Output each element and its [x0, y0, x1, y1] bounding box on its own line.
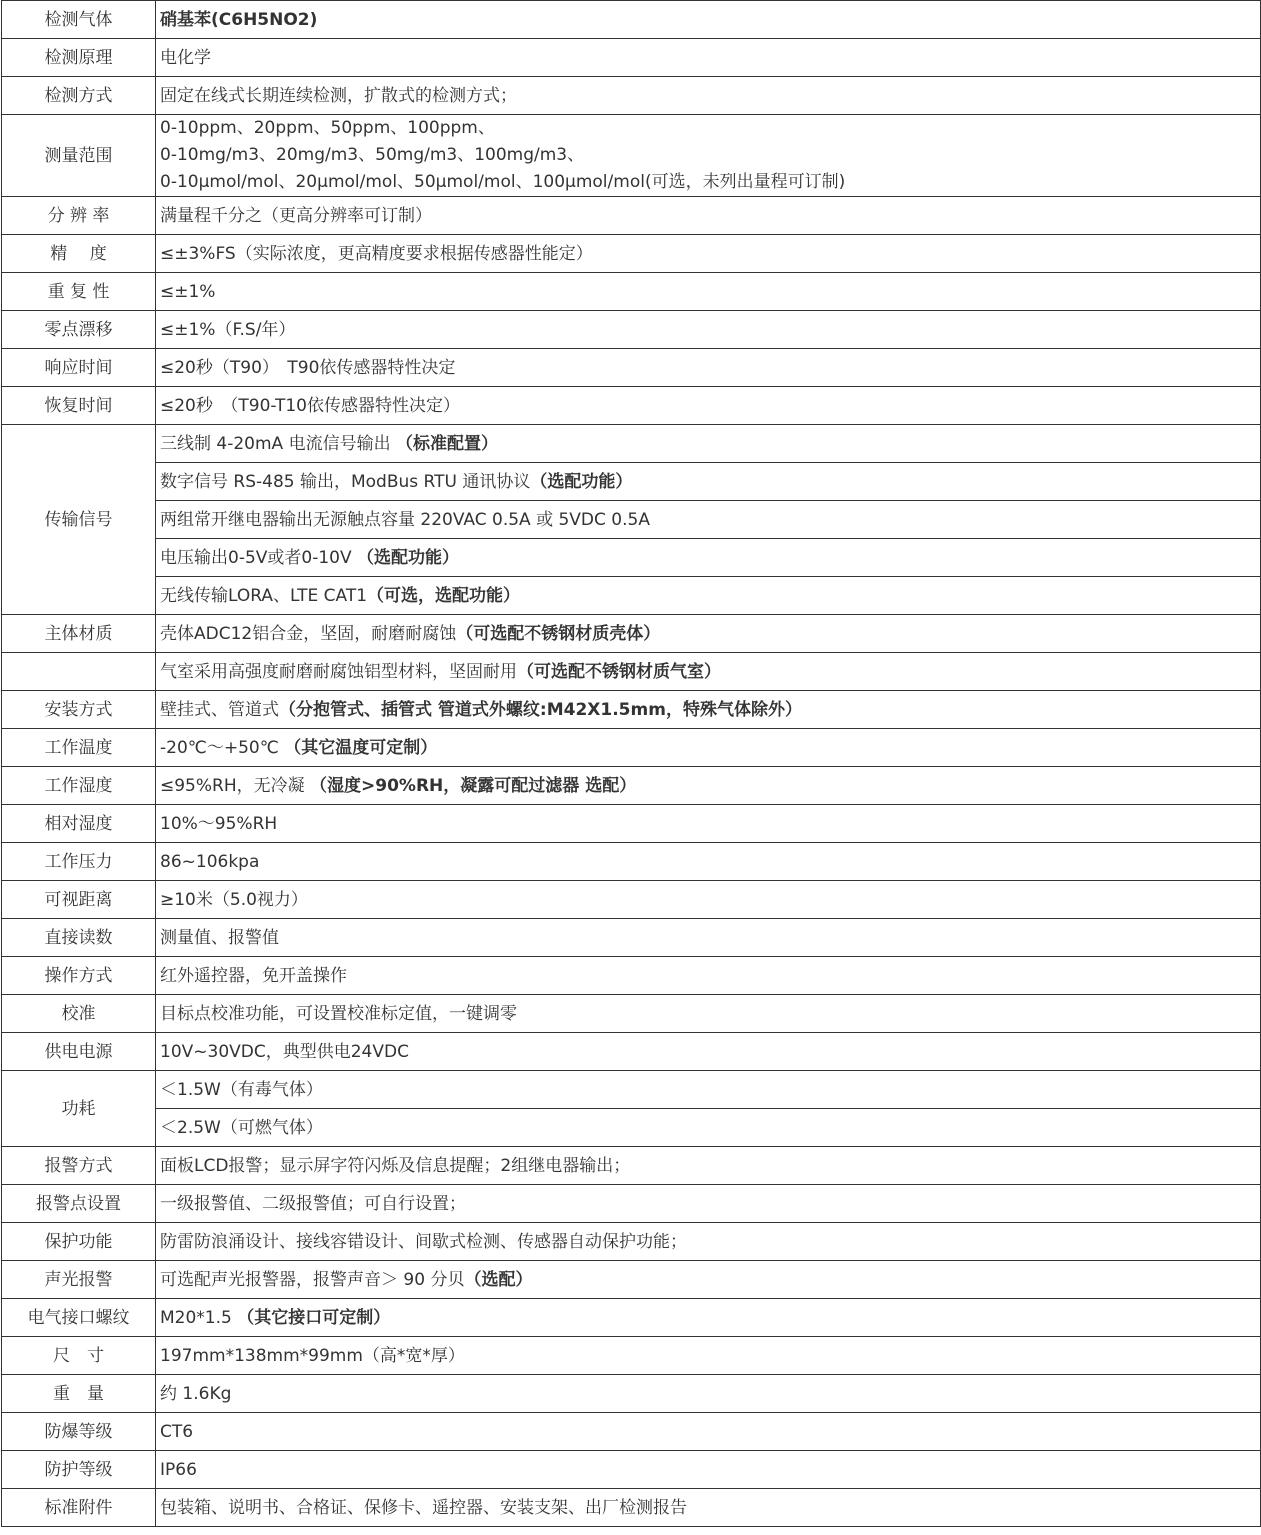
table-row: [2, 1109, 1261, 1147]
table-row: [2, 1147, 1261, 1185]
spec-value-cell: [156, 539, 1261, 577]
spec-value-note: （其它接口可定制）: [237, 1307, 391, 1328]
spec-value-line: [160, 115, 1256, 142]
table-row: [2, 881, 1261, 919]
spec-value-cell: [156, 957, 1261, 995]
spec-label-cell: 保护功能: [2, 1223, 156, 1261]
spec-value-text: 一级报警值、二级报警值；可自行设置；: [160, 1193, 466, 1214]
spec-value-text: 固定在线式长期连续检测，扩散式的检测方式；: [160, 85, 517, 106]
table-row: [2, 805, 1261, 843]
spec-value-cell: [156, 115, 1261, 197]
spec-label-cell: 零点漂移: [2, 311, 156, 349]
table-row: [2, 1185, 1261, 1223]
spec-value-line: [160, 887, 1256, 913]
spec-value-cell: [156, 501, 1261, 539]
spec-label-cell: 检测方式: [2, 77, 156, 115]
table-row: [2, 197, 1261, 235]
spec-value-text: 10%～95%RH: [160, 813, 278, 834]
spec-value-line: [160, 659, 1256, 685]
spec-label-cell: 工作压力: [2, 843, 156, 881]
spec-value-line: [160, 241, 1256, 267]
spec-value-line: [160, 697, 1256, 723]
spec-value-text: 电化学: [160, 47, 211, 68]
spec-value-text: 0-10mg/m3、20mg/m3、50mg/m3、100mg/m3、: [160, 145, 585, 165]
spec-value-note: （选配功能）: [357, 547, 460, 568]
spec-value-text: ≤20秒 （T90-T10依传感器特性决定）: [160, 395, 460, 416]
spec-label-cell: 可视距离: [2, 881, 156, 919]
spec-value-text: 电压输出0-5V或者0-10V: [160, 547, 358, 568]
spec-label-cell: 尺 寸: [2, 1337, 156, 1375]
spec-value-cell: [156, 1489, 1261, 1527]
spec-value-cell: [156, 77, 1261, 115]
spec-label-cell: 防护等级: [2, 1451, 156, 1489]
spec-value-cell: [156, 1261, 1261, 1299]
spec-value-text: 包装箱、说明书、合格证、保修卡、遥控器、安装支架、出厂检测报告: [160, 1497, 687, 1518]
spec-value-line: [160, 1153, 1256, 1179]
spec-value-cell: [156, 463, 1261, 501]
table-row: [2, 1451, 1261, 1489]
spec-label-cell: 功耗: [2, 1071, 156, 1147]
spec-value-text: IP66: [160, 1459, 197, 1480]
spec-value-text: 气室采用高强度耐磨耐腐蚀铝型材料，坚固耐用: [160, 661, 517, 682]
spec-label-cell: 直接读数: [2, 919, 156, 957]
spec-label-cell: 重 复 性: [2, 273, 156, 311]
spec-value-cell: [156, 1223, 1261, 1261]
spec-value-line: [160, 925, 1256, 951]
table-row: [2, 843, 1261, 881]
spec-value-note: （分抱管式、插管式 管道式外螺纹:M42X1.5mm，特殊气体除外）: [279, 699, 802, 720]
spec-value-cell: [156, 1413, 1261, 1451]
spec-value-text: -20℃～+50℃: [160, 737, 285, 758]
spec-label-cell: 操作方式: [2, 957, 156, 995]
spec-value-text: 86~106kpa: [160, 851, 260, 872]
table-row: [2, 1299, 1261, 1337]
spec-value-cell: [156, 1033, 1261, 1071]
spec-value-text: 197mm*138mm*99mm（高*宽*厚）: [160, 1345, 465, 1366]
spec-value-line: [160, 279, 1256, 305]
spec-value-line: [160, 1229, 1256, 1255]
spec-value-line: [160, 1457, 1256, 1483]
table-row: [2, 1261, 1261, 1299]
spec-value-text: 目标点校准功能，可设置校准标定值，一键调零: [160, 1003, 517, 1024]
spec-value-line: [160, 849, 1256, 875]
spec-value-note: （选配功能）: [530, 471, 633, 492]
spec-value-text: ≤±1%: [160, 281, 216, 302]
spec-value-line: [160, 1039, 1256, 1065]
spec-value-note: （标准配置）: [395, 433, 498, 454]
spec-value-note: （其它温度可定制）: [284, 737, 438, 758]
spec-value-text: 可选配声光报警器，报警声音＞ 90 分贝: [160, 1269, 465, 1290]
table-row: [2, 1223, 1261, 1261]
spec-value-cell: [156, 691, 1261, 729]
spec-label-cell: 报警方式: [2, 1147, 156, 1185]
spec-value-text: 满量程千分之（更高分辨率可订制）: [160, 205, 432, 226]
spec-label-cell: 供电电源: [2, 1033, 156, 1071]
spec-value-line: [160, 169, 1256, 196]
spec-value-note: （可选配不锈钢材质气室）: [517, 661, 721, 682]
spec-label-cell: 恢复时间: [2, 387, 156, 425]
spec-value-line: [160, 1191, 1256, 1217]
table-row: [2, 653, 1261, 691]
spec-value-line: [160, 393, 1256, 419]
spec-value-note: （可选配不锈钢材质壳体）: [456, 623, 661, 644]
spec-value-cell: [156, 881, 1261, 919]
spec-value-text: ≤20秒（T90） T90依传感器特性决定: [160, 357, 456, 378]
spec-value-cell: [156, 273, 1261, 311]
spec-value-line: [160, 1115, 1256, 1141]
spec-value-cell: [156, 1337, 1261, 1375]
spec-value-cell: [156, 615, 1261, 653]
table-row: [2, 919, 1261, 957]
spec-value-cell: [156, 577, 1261, 615]
spec-value-line: [160, 1267, 1256, 1293]
spec-value-text: 两组常开继电器输出无源触点容量 220VAC 0.5A 或 5VDC 0.5A: [160, 509, 650, 530]
spec-label-cell: 报警点设置: [2, 1185, 156, 1223]
spec-value-cell: [156, 919, 1261, 957]
spec-value-cell: [156, 1071, 1261, 1109]
spec-value-text: ≤95%RH，无冷凝: [160, 775, 311, 796]
spec-value-note: （可选，选配功能）: [367, 585, 521, 606]
spec-value-note: 硝基苯(C6H5NO2): [160, 9, 318, 30]
spec-label-cell: 传输信号: [2, 425, 156, 615]
spec-table-body: [2, 1, 1261, 1527]
spec-table: [1, 0, 1261, 1527]
table-row: [2, 1375, 1261, 1413]
spec-value-text: 0-10ppm、20ppm、50ppm、100ppm、: [160, 118, 495, 138]
table-row: [2, 349, 1261, 387]
spec-value-line: [160, 45, 1256, 71]
spec-value-text: M20*1.5: [160, 1307, 238, 1328]
table-row: [2, 957, 1261, 995]
spec-label-cell: 防爆等级: [2, 1413, 156, 1451]
spec-label-cell: 工作温度: [2, 729, 156, 767]
spec-value-text: 防雷防浪涌设计、接线容错设计、间歇式检测、传感器自动保护功能；: [160, 1231, 687, 1252]
spec-value-line: [160, 735, 1256, 761]
spec-value-text: 壁挂式、管道式: [160, 699, 279, 720]
spec-value-cell: [156, 1109, 1261, 1147]
spec-value-cell: [156, 425, 1261, 463]
table-row: [2, 539, 1261, 577]
spec-value-line: [160, 142, 1256, 169]
spec-value-line: [160, 355, 1256, 381]
spec-value-cell: [156, 1147, 1261, 1185]
spec-value-cell: [156, 387, 1261, 425]
table-row: [2, 311, 1261, 349]
spec-value-text: ＜1.5W（有毒气体）: [160, 1079, 323, 1100]
spec-value-text: ＜2.5W（可燃气体）: [160, 1117, 323, 1138]
table-row: [2, 425, 1261, 463]
spec-label-cell: 安装方式: [2, 691, 156, 729]
spec-value-cell: [156, 235, 1261, 273]
spec-value-cell: [156, 1451, 1261, 1489]
spec-value-text: CT6: [160, 1421, 194, 1442]
spec-value-text: ≤±1%（F.S/年）: [160, 319, 296, 340]
table-row: [2, 115, 1261, 197]
spec-value-text: 10V~30VDC，典型供电24VDC: [160, 1041, 409, 1062]
spec-value-line: [160, 431, 1256, 457]
spec-value-text: 红外遥控器，免开盖操作: [160, 965, 347, 986]
spec-value-text: 面板LCD报警；显示屏字符闪烁及信息提醒；2组继电器输出；: [160, 1155, 631, 1176]
table-row: [2, 767, 1261, 805]
spec-value-cell: [156, 1185, 1261, 1223]
table-row: [2, 77, 1261, 115]
table-row: [2, 501, 1261, 539]
table-row: [2, 995, 1261, 1033]
spec-value-cell: [156, 197, 1261, 235]
spec-value-line: [160, 621, 1256, 647]
table-row: [2, 235, 1261, 273]
spec-value-note: （湿度>90%RH，凝露可配过滤器 选配）: [310, 775, 637, 796]
spec-value-cell: [156, 843, 1261, 881]
spec-value-line: [160, 963, 1256, 989]
spec-value-line: [160, 83, 1256, 109]
spec-value-line: [160, 1419, 1256, 1445]
spec-label-cell: 校准: [2, 995, 156, 1033]
spec-label-cell: 测量范围: [2, 115, 156, 197]
spec-value-text: 约 1.6Kg: [160, 1383, 232, 1404]
spec-value-line: [160, 545, 1256, 571]
spec-value-text: 0-10μmol/mol、20μmol/mol、50μmol/mol、100μmol/mol(可选，未列出量程可订制): [160, 172, 846, 192]
table-row: [2, 1337, 1261, 1375]
table-row: [2, 1033, 1261, 1071]
spec-value-cell: [156, 1, 1261, 39]
spec-value-line: [160, 469, 1256, 495]
spec-value-note: （选配）: [464, 1269, 533, 1290]
spec-value-cell: [156, 767, 1261, 805]
spec-value-line: [160, 7, 1256, 33]
spec-value-text: ≥10米（5.0视力）: [160, 889, 308, 910]
spec-label-cell: 标准附件: [2, 1489, 156, 1527]
spec-value-text: ≤±3%FS（实际浓度，更高精度要求根据传感器性能定）: [160, 243, 593, 264]
spec-value-line: [160, 1343, 1256, 1369]
spec-value-cell: [156, 653, 1261, 691]
spec-value-line: [160, 583, 1256, 609]
spec-value-text: 无线传输LORA、LTE CAT1: [160, 585, 368, 606]
spec-value-line: [160, 811, 1256, 837]
spec-value-text: 测量值、报警值: [160, 927, 279, 948]
spec-label-cell: [2, 653, 156, 691]
spec-label-cell: 响应时间: [2, 349, 156, 387]
spec-label-cell: 主体材质: [2, 615, 156, 653]
table-row: [2, 577, 1261, 615]
spec-value-line: [160, 317, 1256, 343]
spec-value-cell: [156, 805, 1261, 843]
spec-value-line: [160, 773, 1256, 799]
spec-value-line: [160, 507, 1256, 533]
spec-value-cell: [156, 1299, 1261, 1337]
spec-value-text: 三线制 4-20mA 电流信号输出: [160, 433, 396, 454]
table-row: [2, 273, 1261, 311]
spec-label-cell: 检测原理: [2, 39, 156, 77]
spec-value-line: [160, 1381, 1256, 1407]
spec-value-cell: [156, 39, 1261, 77]
table-row: [2, 615, 1261, 653]
spec-label-cell: 电气接口螺纹: [2, 1299, 156, 1337]
spec-value-line: [160, 1495, 1256, 1521]
table-row: [2, 1, 1261, 39]
spec-value-line: [160, 1077, 1256, 1103]
table-row: [2, 463, 1261, 501]
spec-label-cell: 相对湿度: [2, 805, 156, 843]
spec-label-cell: 精 度: [2, 235, 156, 273]
spec-label-cell: 工作湿度: [2, 767, 156, 805]
spec-value-cell: [156, 349, 1261, 387]
table-row: [2, 729, 1261, 767]
spec-value-text: 壳体ADC12铝合金，坚固，耐磨耐腐蚀: [160, 623, 457, 644]
table-row: [2, 1071, 1261, 1109]
table-row: [2, 39, 1261, 77]
table-row: [2, 387, 1261, 425]
table-row: [2, 1489, 1261, 1527]
table-row: [2, 691, 1261, 729]
spec-value-cell: [156, 311, 1261, 349]
spec-value-cell: [156, 995, 1261, 1033]
spec-label-cell: 分 辨 率: [2, 197, 156, 235]
spec-label-cell: 检测气体: [2, 1, 156, 39]
spec-label-cell: 重 量: [2, 1375, 156, 1413]
table-row: [2, 1413, 1261, 1451]
spec-value-line: [160, 1305, 1256, 1331]
spec-value-line: [160, 1001, 1256, 1027]
spec-label-cell: 声光报警: [2, 1261, 156, 1299]
spec-value-line: [160, 203, 1256, 229]
spec-value-cell: [156, 729, 1261, 767]
spec-value-text: 数字信号 RS-485 输出，ModBus RTU 通讯协议: [160, 471, 531, 492]
spec-value-cell: [156, 1375, 1261, 1413]
